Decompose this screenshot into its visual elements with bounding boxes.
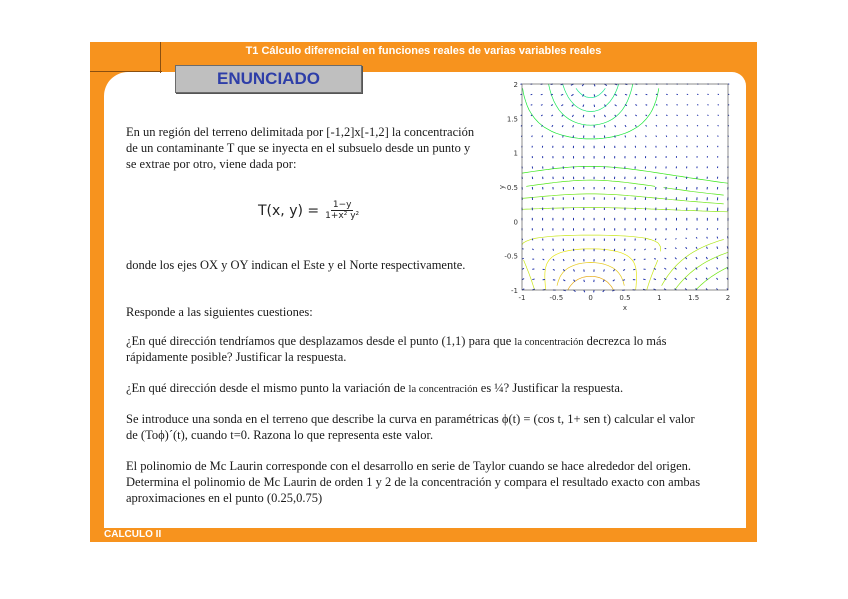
gradient-arrow [706, 257, 707, 259]
gradient-arrow [604, 125, 605, 127]
gradient-arrow [707, 125, 708, 126]
y-tick-label: 2 [513, 81, 518, 89]
gradient-arrow [571, 94, 573, 96]
gradient-arrow [583, 115, 584, 117]
gradient-arrow [718, 115, 719, 116]
gradient-arrow [552, 125, 553, 127]
gradient-arrow [574, 269, 575, 271]
formula-numerator: 1−y [332, 200, 352, 210]
gradient-arrow [675, 278, 677, 280]
x-tick-label: 1.5 [688, 294, 700, 302]
gradient-arrow [613, 269, 614, 271]
y-tick-label: 1.5 [506, 115, 518, 124]
gradient-arrow [685, 257, 686, 259]
gradient-arrow [634, 249, 635, 251]
gradient-arrow [717, 267, 718, 269]
gradient-arrow [697, 115, 698, 116]
gradient-arrow [531, 125, 532, 126]
gradient-arrow [541, 105, 543, 106]
gradient-arrow [615, 105, 617, 106]
gradient-arrow [696, 247, 697, 249]
gradient-arrow [635, 105, 637, 106]
gradient-arrow [615, 125, 616, 127]
q1-text-b: la concentración [514, 337, 584, 348]
gradient-arrow [563, 280, 565, 281]
gradient-arrow [532, 249, 533, 250]
gradient-arrow [677, 115, 678, 116]
gradient-arrow [646, 105, 648, 106]
gradient-arrow [625, 136, 626, 138]
intro-line-1: En un región del terreno delimitada por [-1,2]x[-1,2] la concentración [126, 125, 475, 139]
gradient-arrow [646, 136, 647, 138]
gradient-arrow [572, 115, 573, 117]
gradient-arrow [623, 280, 625, 281]
gradient-arrow [664, 268, 666, 269]
gradient-arrow [532, 136, 533, 138]
gradient-arrow [677, 136, 678, 137]
gradient-arrow [666, 105, 667, 106]
formula-fraction [323, 200, 361, 221]
header-rule [90, 71, 162, 72]
gradient-arrow [697, 125, 698, 126]
x-axis-label: x [622, 304, 628, 312]
q2-text-c: es ¼? Justificar la respuesta. [477, 381, 624, 395]
gradient-arrow [613, 280, 615, 281]
gradient-arrow [685, 278, 687, 280]
gradient-arrow [552, 136, 553, 138]
gradient-arrow [696, 278, 697, 280]
gradient-arrow [574, 280, 575, 282]
gradient-arrow [531, 115, 532, 116]
gradient-arrow [706, 278, 707, 280]
formula-lhs: T(x, y) = [258, 202, 320, 219]
contour-line [522, 166, 728, 183]
gradient-arrow [706, 247, 707, 249]
contour-line [662, 240, 724, 286]
gradient-arrow [604, 269, 605, 271]
question-4-line-2: Determina el polinomio de Mc Laurin de orden 1 y 2 de la concentración y compara el resultado exacto con ambas [126, 475, 701, 489]
contour-line [545, 249, 637, 290]
gradient-arrow [685, 268, 687, 270]
x-tick-label: -0.5 [549, 294, 564, 302]
concentration-formula [258, 200, 361, 221]
gradient-arrow [625, 94, 627, 95]
q1-text-c: decrezca lo más [583, 334, 667, 348]
gradient-arrow [584, 290, 585, 292]
gradient-arrow [686, 238, 687, 239]
gradient-arrow [553, 269, 555, 270]
gradient-arrow [553, 249, 554, 251]
gradient-arrow [635, 125, 636, 126]
gradient-arrow [625, 115, 627, 116]
gradient-arrow [543, 259, 545, 260]
gradient-arrow [717, 247, 718, 249]
gradient-arrow [532, 279, 534, 280]
footer-label: CALCULO II [104, 529, 162, 540]
contour-line [549, 84, 633, 125]
gradient-arrow [666, 125, 667, 126]
gradient-arrow [665, 258, 667, 259]
gradient-arrow [646, 125, 647, 126]
question-4-line-1: El polinomio de Mc Laurin corresponde con el desarrollo en serie de Taylor cuando se hace alrededor del origen. [126, 459, 692, 473]
gradient-arrow [583, 105, 584, 107]
gradient-arrow [634, 259, 636, 260]
gradient-arrow [624, 259, 625, 261]
gradient-arrow [541, 115, 542, 116]
gradient-arrow [542, 136, 543, 138]
gradient-arrow [635, 94, 637, 95]
q2-text-a: ¿En qué dirección desde el mismo punto la variación de [126, 381, 406, 395]
question-3-line-2: de (Toϕ)´(t), cuando t=0. Razona lo que representa este valor. [126, 428, 434, 442]
gradient-arrow [615, 94, 617, 95]
gradient-arrow [677, 125, 678, 126]
gradient-arrow [615, 115, 616, 117]
gradient-arrow [666, 136, 667, 137]
gradient-arrow [574, 259, 575, 261]
gradient-arrow [594, 94, 595, 96]
gradient-arrow [561, 94, 563, 95]
q1-text-a: ¿En qué dirección tendríamos que desplazamos desde el punto (1,1) para que [126, 334, 512, 348]
gradient-arrow [614, 259, 615, 261]
x-tick-label: 1 [657, 294, 662, 302]
gradient-arrow [604, 115, 605, 117]
gradient-arrow [665, 239, 666, 240]
gradient-arrow [656, 115, 657, 116]
y-axis-label: y [498, 184, 506, 190]
gradient-arrow [644, 249, 645, 250]
gradient-arrow [717, 237, 718, 239]
gradient-arrow [583, 94, 584, 96]
gradient-arrow [665, 248, 667, 249]
question-3-line-1: Se introduce una sonda en el terreno que describe la curva en paramétricas ϕ(t) = (cos t, 1+ sen t) calcular el valor [126, 412, 695, 426]
question-2 [126, 380, 623, 398]
gradient-arrow [687, 125, 688, 126]
q2-text-b: la concentración [408, 384, 478, 395]
gradient-arrow [687, 136, 688, 137]
questions-prompt: Responde a las siguientes cuestiones: [126, 305, 313, 319]
gradient-arrow [563, 136, 564, 138]
gradient-arrow [655, 239, 656, 241]
gradient-arrow [615, 136, 616, 138]
gradient-arrow [643, 279, 645, 280]
question-4-line-3: aproximaciones en el punto (0.25,0.75) [126, 491, 323, 505]
gradient-arrow [553, 259, 554, 260]
contour-line [523, 88, 659, 139]
gradient-arrow [562, 125, 563, 127]
x-tick-label: 0.5 [619, 294, 631, 302]
contour-line [568, 276, 614, 290]
gradient-arrow [561, 105, 563, 106]
gradient-arrow [635, 136, 636, 138]
gradient-arrow [635, 115, 636, 116]
intro-line-3: se extrae por otro, viene dada por: [126, 157, 297, 171]
gradient-arrow [551, 94, 553, 95]
header-divider [160, 42, 161, 73]
y-tick-label: -1 [511, 287, 518, 295]
gradient-arrow [656, 136, 657, 137]
gradient-arrow [572, 105, 574, 107]
gradient-arrow [594, 84, 595, 86]
gradient-arrow [603, 280, 604, 282]
gradient-arrow [563, 259, 564, 261]
gradient-arrow [584, 280, 585, 282]
gradient-arrow [541, 94, 543, 95]
axes-note: donde los ejes OX y OY indican el Este y el Norte respectivamente. [126, 258, 466, 272]
gradient-arrow [531, 105, 533, 106]
gradient-arrow [551, 105, 553, 106]
gradient-arrow [532, 269, 534, 270]
gradient-arrow [573, 125, 574, 127]
gradient-arrow [656, 125, 657, 126]
gradient-arrow [551, 115, 553, 116]
x-tick-label: 0 [588, 294, 593, 302]
gradient-arrow [707, 115, 708, 116]
formula-denominator: 1+x² y² [325, 211, 360, 221]
gradient-arrow [624, 249, 625, 251]
gradient-arrow [562, 115, 563, 117]
gradient-arrow [625, 125, 626, 127]
gradient-arrow [563, 269, 565, 271]
x-tick-label: 2 [725, 294, 731, 302]
y-tick-label: -0.5 [504, 252, 518, 261]
gradient-arrow [707, 237, 708, 239]
header-title: T1 Cálculo diferencial en funciones reales de varias variables reales [245, 45, 602, 57]
intro-line-2: de un contaminante T que se inyecta en el subsuelo desde un punto y [126, 141, 471, 155]
gradient-arrow [666, 115, 667, 116]
gradient-arrow [675, 268, 677, 270]
gradient-arrow [623, 269, 625, 270]
gradient-arrow [696, 237, 697, 238]
gradient-arrow [675, 258, 676, 260]
gradient-arrow [656, 105, 657, 106]
gradient-arrow [654, 259, 656, 260]
contour-quiver-plot [500, 76, 740, 316]
gradient-arrow [522, 279, 524, 280]
gradient-arrow [686, 247, 687, 249]
gradient-arrow [718, 125, 719, 126]
gradient-arrow [646, 115, 647, 116]
gradient-arrow [717, 257, 718, 259]
gradient-arrow [675, 248, 676, 249]
gradient-arrow [717, 278, 718, 280]
gradient-arrow [604, 94, 606, 96]
contour-line [576, 88, 605, 97]
gradient-arrow [706, 267, 707, 269]
gradient-arrow [687, 115, 688, 116]
x-tick-label: -1 [518, 294, 526, 302]
gradient-arrow [675, 239, 676, 240]
gradient-arrow [543, 249, 544, 251]
y-tick-label: 0 [513, 218, 518, 227]
gradient-arrow [696, 257, 697, 259]
y-tick-label: 0.5 [506, 184, 518, 192]
section-badge: ENUNCIADO [175, 65, 362, 93]
question-1-line-2: rápidamente posible? Justificar la respuesta. [126, 350, 347, 364]
contour-line [557, 263, 624, 286]
gradient-arrow [654, 279, 656, 280]
y-tick-label: 1 [513, 149, 518, 158]
gradient-arrow [582, 84, 584, 86]
